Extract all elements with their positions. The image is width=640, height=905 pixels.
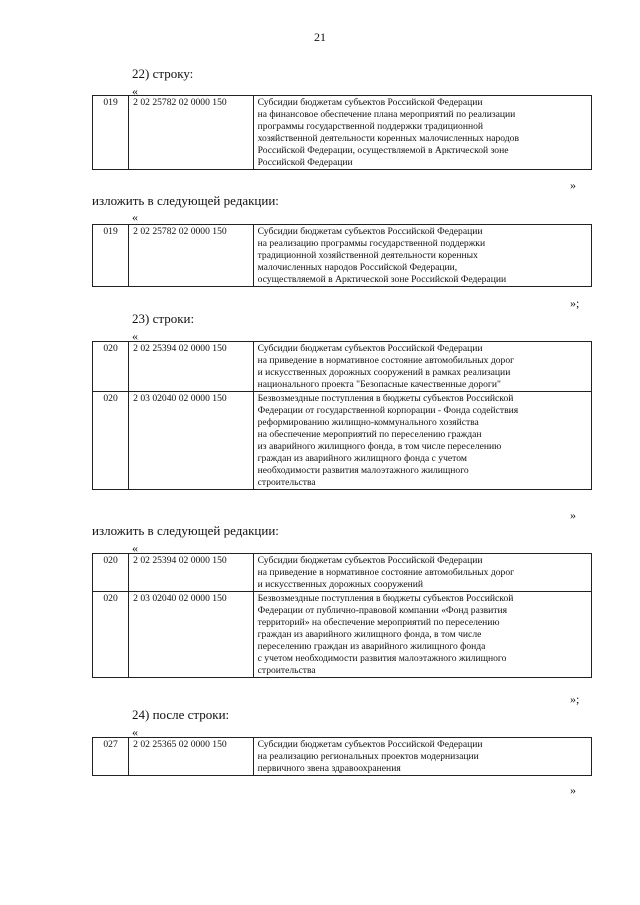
row-description (253, 738, 591, 776)
description-line: на обеспечение мероприятий по переселению граждан (257, 429, 482, 440)
table-row (93, 225, 592, 287)
description-line: Безвозмездные поступления в бюджеты субъектов Российской (257, 393, 514, 404)
description-line: граждан из аварийного жилищного фонда с учетом (257, 453, 467, 464)
section-heading: изложить в следующей редакции: (92, 193, 279, 208)
description-line: Субсидии бюджетам субъектов Российской Федерации (257, 555, 483, 566)
row-description (253, 554, 591, 592)
description-line: Российской Федерации (257, 157, 353, 168)
open-quote: « (132, 725, 138, 739)
row-code: 020 (93, 554, 129, 592)
description-line: на реализацию программы государственной поддержки (257, 238, 486, 249)
description-line: хозяйственной деятельности коренных малочисленных народов (257, 133, 519, 144)
description-line: необходимости развития малоэтажного жилищного (257, 465, 469, 476)
description-line: и искусственных дорожных сооружений в рамках реализации (257, 367, 511, 378)
description-line: национального проекта "Безопасные качественные дороги" (257, 379, 501, 390)
close-quote: » (570, 783, 576, 797)
table-row (93, 342, 592, 392)
row-code: 020 (93, 392, 129, 490)
table-row (93, 738, 592, 776)
description-line: строительства (257, 477, 316, 488)
description-line: реформированию жилищно-коммунального хозяйства (257, 417, 479, 428)
row-code: 020 (93, 592, 129, 678)
page-number: 21 (314, 30, 326, 44)
description-line: программы государственной поддержки традиционной (257, 121, 484, 132)
budget-table (92, 224, 592, 287)
description-line: с учетом необходимости развития малоэтажного жилищного (257, 653, 507, 664)
table-row (93, 96, 592, 170)
budget-table (92, 737, 592, 776)
description-line: на реализацию региональных проектов модернизации (257, 751, 479, 762)
description-line: граждан из аварийного жилищного фонда, в том числе (257, 629, 482, 640)
row-kbk: 2 03 02040 02 0000 150 (129, 592, 253, 678)
table-row (93, 392, 592, 490)
open-quote: « (132, 210, 138, 224)
description-line: из аварийного жилищного фонда, в том числе переселению (257, 441, 502, 452)
description-line: на финансовое обеспечение плана мероприятий по реализации (257, 109, 516, 120)
row-code: 027 (93, 738, 129, 776)
description-line: переселению граждан из аварийного жилищного фонда (257, 641, 486, 652)
section-heading: 22) строку: (132, 66, 194, 81)
budget-table (92, 553, 592, 678)
row-kbk: 2 03 02040 02 0000 150 (129, 392, 253, 490)
description-line: территорий» на обеспечение мероприятий по переселению (257, 617, 500, 628)
row-description (253, 96, 591, 170)
row-code: 019 (93, 225, 129, 287)
description-line: осуществляемой в Арктической зоне Российской Федерации (257, 274, 507, 285)
row-description (253, 342, 591, 392)
open-quote: « (132, 84, 138, 98)
description-line: на приведение в нормативное состояние автомобильных дорог (257, 567, 515, 578)
description-line: Субсидии бюджетам субъектов Российской Федерации (257, 739, 483, 750)
description-line: малочисленных народов Российской Федерации, (257, 262, 458, 273)
close-quote: »; (570, 692, 580, 706)
description-line: Субсидии бюджетам субъектов Российской Федерации (257, 343, 483, 354)
section-heading: изложить в следующей редакции: (92, 523, 279, 538)
close-quote: » (570, 178, 576, 192)
close-quote: » (570, 508, 576, 522)
section-heading: 24) после строки: (132, 707, 230, 722)
section-heading: 23) строки: (132, 311, 195, 326)
description-line: строительства (257, 665, 316, 676)
table-row (93, 592, 592, 678)
open-quote: « (132, 541, 138, 555)
open-quote: « (132, 329, 138, 343)
row-kbk: 2 02 25365 02 0000 150 (129, 738, 253, 776)
description-line: Федерации от публично-правовой компании «Фонд развития (257, 605, 508, 616)
row-description (253, 592, 591, 678)
close-quote: »; (570, 296, 580, 310)
row-description (253, 392, 591, 490)
row-code: 019 (93, 96, 129, 170)
description-line: Безвозмездные поступления в бюджеты субъектов Российской (257, 593, 514, 604)
description-line: Федерации от государственной корпорации - Фонда содействия (257, 405, 519, 416)
description-line: Субсидии бюджетам субъектов Российской Федерации (257, 97, 483, 108)
description-line: Субсидии бюджетам субъектов Российской Федерации (257, 226, 483, 237)
budget-table (92, 341, 592, 490)
description-line: и искусственных дорожных сооружений (257, 579, 424, 590)
row-kbk: 2 02 25394 02 0000 150 (129, 554, 253, 592)
row-kbk: 2 02 25782 02 0000 150 (129, 96, 253, 170)
row-code: 020 (93, 342, 129, 392)
budget-table (92, 95, 592, 170)
description-line: на приведение в нормативное состояние автомобильных дорог (257, 355, 515, 366)
description-line: традиционной хозяйственной деятельности коренных (257, 250, 478, 261)
row-kbk: 2 02 25782 02 0000 150 (129, 225, 253, 287)
row-kbk: 2 02 25394 02 0000 150 (129, 342, 253, 392)
description-line: Российской Федерации, осуществляемой в Арктической зоне (257, 145, 509, 156)
description-line: первичного звена здравоохранения (257, 763, 401, 774)
table-row (93, 554, 592, 592)
row-description (253, 225, 591, 287)
